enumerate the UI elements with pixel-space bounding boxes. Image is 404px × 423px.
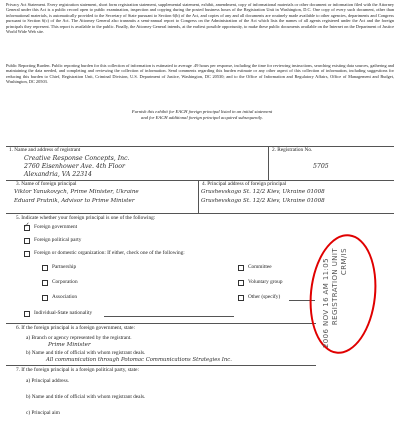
- committee-checkbox[interactable]: [238, 265, 244, 271]
- q7c-label: c) Principal aim: [26, 410, 60, 416]
- public-reporting-burden: Public Reporting Burden. Public reporting burden for this collection of information is estimated to average .49 hours per response, including the time for reviewing instructions, searching existing data sources, gathering and maintaining the data needed, and completing and reviewing the collection of information. Send comments regarding this burden estimate or any other aspect of this collection of information, including suggestions for reducing this burden to Chief, Registration Unit, Criminal Division, U.S. Department of Justice, Washington, DC 20530; and to the Office of Information and Regulatory Affairs, Office of Management and Budget, Washington, DC 20503.: [6, 63, 394, 85]
- q7b-label: b) Name and title of official with whom registrant deals.: [26, 394, 146, 400]
- branch-agency-value: Prime Minister: [48, 342, 91, 348]
- rule-before-q6: [6, 323, 316, 324]
- voluntary-group-checkbox[interactable]: [238, 280, 244, 286]
- individual-checkbox[interactable]: [24, 311, 30, 317]
- rule-after-q3: [6, 213, 394, 214]
- registrant-name: Creative Response Concepts, Inc.: [24, 155, 130, 162]
- stamp-line-2: REGISTRATION UNIT: [331, 248, 339, 326]
- registration-number: 5705: [313, 163, 329, 170]
- stamp-line-1: CRM/IS: [340, 248, 348, 276]
- q4-label: 4. Principal address of foreign principal: [202, 181, 287, 187]
- stamp-line-3: 2006 NOV 16 AM 11:05: [322, 258, 330, 349]
- other-checkbox[interactable]: [238, 295, 244, 301]
- foreign-or-domestic-org-label: Foreign or domestic organization: If either, check one of the following:: [34, 250, 185, 256]
- registrant-street: 2760 Eisenhower Ave. 4th Floor: [24, 163, 125, 170]
- association-checkbox[interactable]: [42, 295, 48, 301]
- rule-before-q7: [6, 365, 316, 366]
- corporation-label: Corporation: [52, 279, 78, 285]
- q2-label: 2. Registration No.: [272, 147, 313, 153]
- voluntary-group-label: Voluntary group: [248, 279, 283, 285]
- furnish-instruction-2: and for EACH additional foreign principal acquired subsequently.: [141, 115, 263, 120]
- foreign-principal-1: Viktor Yanukovych, Prime Minister, Ukraine: [14, 189, 139, 195]
- q6b-label: b) Name and title of official with whom registrant deals.: [26, 350, 146, 356]
- foreign-government-label: Foreign government: [34, 224, 78, 230]
- foreign-political-party-checkbox[interactable]: [24, 238, 30, 244]
- foreign-political-party-label: Foreign political party: [34, 237, 82, 243]
- partnership-label: Partnership: [52, 264, 77, 270]
- foreign-principal-2: Eduard Prutnik, Advisor to Prime Minister: [14, 198, 135, 204]
- furnish-instruction-1: Furnish this exhibit for EACH foreign principal listed in an initial statement: [131, 109, 273, 114]
- divider-q1-q2: [268, 146, 269, 180]
- q3-label: 3. Name of foreign principal: [16, 181, 77, 187]
- foreign-or-domestic-org-checkbox[interactable]: [24, 251, 30, 257]
- other-label: Other (specify): [248, 294, 281, 300]
- q6a-label: a) Branch or agency represented by the registrant.: [26, 335, 132, 341]
- q1-label: 1. Name and address of registrant: [9, 147, 81, 153]
- corporation-checkbox[interactable]: [42, 280, 48, 286]
- checkmark-icon: ✓: [24, 221, 30, 229]
- q6-label: 6. If the foreign principal is a foreign government, state:: [16, 325, 135, 331]
- privacy-act-statement: Privacy Act Statement. Every registration statement, short form registration statement, supplemental statement, exhibit, amendment, copy of informational materials or other document or information filed with the Attorney General under this Act is a public record open to public examination, inspection and copying during the posted business hours of the Registration Unit in Washington, D.C. One copy of every such document, other than informational materials, is automatically provided to the Secretary of State pursuant to Section 6(b) of the Act, and copies of any and all documents are routinely made available to other agencies, departments and Congress pursuant to Section 6(c) of the Act. The Attorney General also transmits a semi-annual report to Congress on the Administration of the Act which lists the names of all agents registered under the Act and the foreign principals they represent. This report is available to the public. Finally, the Attorney General intends, at the earliest possible opportunity, to make these public documents available on the Internet on the Department of Justice World Wide Web site.: [6, 2, 394, 35]
- q7-label: 7. If the foreign principal is a foreign political party, state:: [16, 367, 139, 373]
- association-label: Association: [52, 294, 78, 300]
- divider-q3-q4: [198, 180, 199, 213]
- principal-address-2: Grushevskogo St. 12/2 Kiev, Ukraine 01008: [201, 198, 325, 204]
- q5-label: 5. Indicate whether your foreign principal is one of the following:: [16, 215, 156, 221]
- committee-label: Committee: [248, 264, 272, 270]
- nationality-line: [104, 316, 234, 317]
- partnership-checkbox[interactable]: [42, 265, 48, 271]
- individual-label: Individual-State nationality: [34, 310, 93, 316]
- registrant-city: Alexandria, VA 22314: [24, 171, 92, 178]
- q7a-label: a) Principal address.: [26, 378, 70, 384]
- official-value: All communication through Potomac Communications Strategies Inc.: [46, 357, 232, 363]
- principal-address-1: Grushevskogo St. 12/2 Kiev, Ukraine 01008: [201, 189, 325, 195]
